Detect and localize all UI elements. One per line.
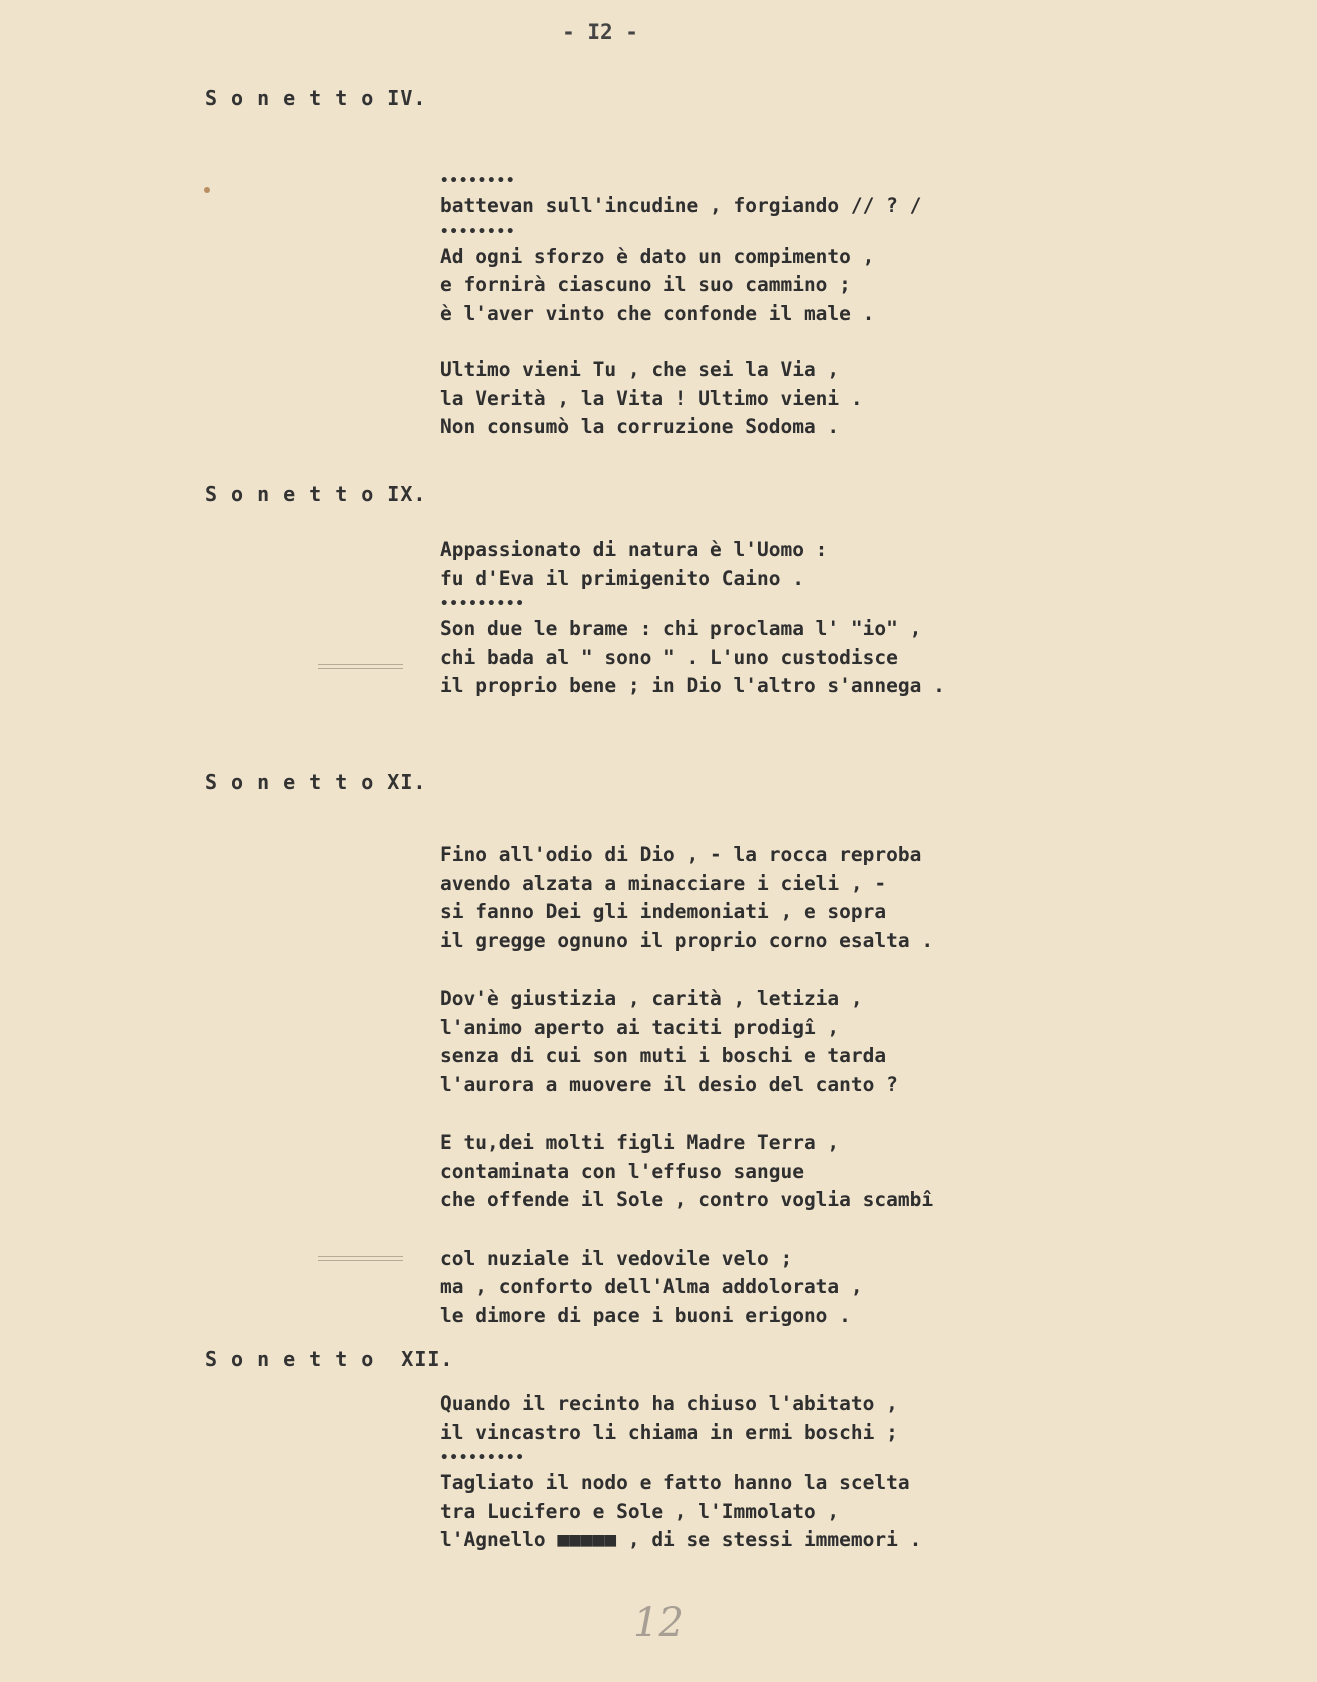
verse-line: E tu,dei molti figli Madre Terra , xyxy=(440,1131,840,1154)
sonnet-title xyxy=(205,482,426,506)
verse-line: senza di cui son muti i boschi e tarda xyxy=(440,1044,887,1067)
sonnet-title-word: Sonetto xyxy=(205,86,388,110)
verse-line: le dimore di pace i buoni erigono . xyxy=(440,1303,851,1327)
verse-line: la Verità , la Vita ! Ultimo vieni . xyxy=(440,386,863,410)
sonnet-title-word: Sonetto xyxy=(205,482,388,506)
verse-line: Quando il recinto ha chiuso l'abitato , xyxy=(440,1392,898,1415)
verse-line: il gregge ognuno il proprio corno esalta . xyxy=(440,928,934,952)
paper-blemish xyxy=(204,187,210,193)
verse-line: Fino all'odio di Dio , - la rocca reproba xyxy=(440,843,922,866)
verse-line: Ad ogni sforzo è dato un compimento , xyxy=(440,244,875,268)
sonnet-title xyxy=(205,1347,453,1371)
verse-line: il proprio bene ; in Dio l'altro s'annega . xyxy=(440,674,945,697)
sonnet-title-numeral: IV. xyxy=(387,86,427,110)
sonnet-body xyxy=(440,1390,921,1555)
verse-line: è l'aver vinto che confonde il male . xyxy=(440,301,875,325)
stanza-gap xyxy=(440,328,921,356)
stanza-gap xyxy=(440,955,933,985)
verse-line: battevan sull'incudine , forgiando // ? / xyxy=(440,194,922,217)
verse-line: il vincastro li chiama in ermi boschi ; xyxy=(440,1420,898,1444)
verse-line: col nuziale il vedovile velo ; xyxy=(440,1246,793,1270)
sonnet-body xyxy=(440,170,921,442)
verse-line: fu d'Eva il primigenito Caino . xyxy=(440,566,804,590)
omission-dots: •••••••• xyxy=(440,173,516,189)
omission-dots: •••••••• xyxy=(440,223,516,240)
verse-line: l'Agnello ■■■■■ , di se stessi immemori . xyxy=(440,1528,922,1551)
verse-line: ma , conforto dell'Alma addolorata , xyxy=(440,1275,863,1298)
verse-line: che offende il Sole , contro voglia scambî xyxy=(440,1188,934,1211)
verse-line: contaminata con l'effuso sangue xyxy=(440,1159,804,1183)
verse-line: e fornirà ciascuno il suo cammino ; xyxy=(440,273,851,296)
verse-line: Ultimo vieni Tu , che sei la Via , xyxy=(440,358,840,381)
verse-line: Son due le brame : chi proclama l' "io" , xyxy=(440,617,922,640)
stanza-gap xyxy=(440,1099,933,1129)
sonnet-body xyxy=(440,841,933,1330)
sonnet-title-numeral: IX. xyxy=(387,482,427,506)
verse-line: Tagliato il nodo e fatto hanno la scelta xyxy=(440,1471,910,1494)
sonnet-body xyxy=(440,536,945,701)
sonnet-title-numeral: XI. xyxy=(387,770,427,794)
sonnet-title-word: Sonetto xyxy=(205,770,388,794)
omission-dots: ••••••••• xyxy=(440,596,525,612)
verse-line: avendo alzata a minacciare i cieli , - xyxy=(440,871,887,895)
verse-line: l'aurora a muovere il desio del canto ? xyxy=(440,1072,898,1096)
verse-line: chi bada al " sono " . L'uno custodisce xyxy=(440,645,898,669)
sonnet-title-numeral: XII. xyxy=(401,1347,454,1371)
sonnet-title xyxy=(205,86,426,110)
stanza-gap xyxy=(440,1215,933,1245)
verse-line: Dov'è giustizia , carità , letizia , xyxy=(440,987,863,1010)
stray-line-mark xyxy=(318,1256,403,1261)
handwritten-page-number: 12 xyxy=(633,1600,684,1646)
sonnet-title-word: Sonetto xyxy=(205,1347,388,1371)
sonnet-title xyxy=(205,770,426,794)
page-number: - I2 - xyxy=(562,20,638,44)
stray-line-mark xyxy=(318,664,403,669)
verse-line: si fanno Dei gli indemoniati , e sopra xyxy=(440,900,887,923)
omission-dots: ••••••••• xyxy=(440,1450,525,1466)
verse-line: tra Lucifero e Sole , l'Immolato , xyxy=(440,1499,840,1523)
verse-line: l'animo aperto ai taciti prodigî , xyxy=(440,1015,840,1039)
verse-line: Non consumò la corruzione Sodoma . xyxy=(440,415,840,438)
verse-line: Appassionato di natura è l'Uomo : xyxy=(440,538,828,561)
